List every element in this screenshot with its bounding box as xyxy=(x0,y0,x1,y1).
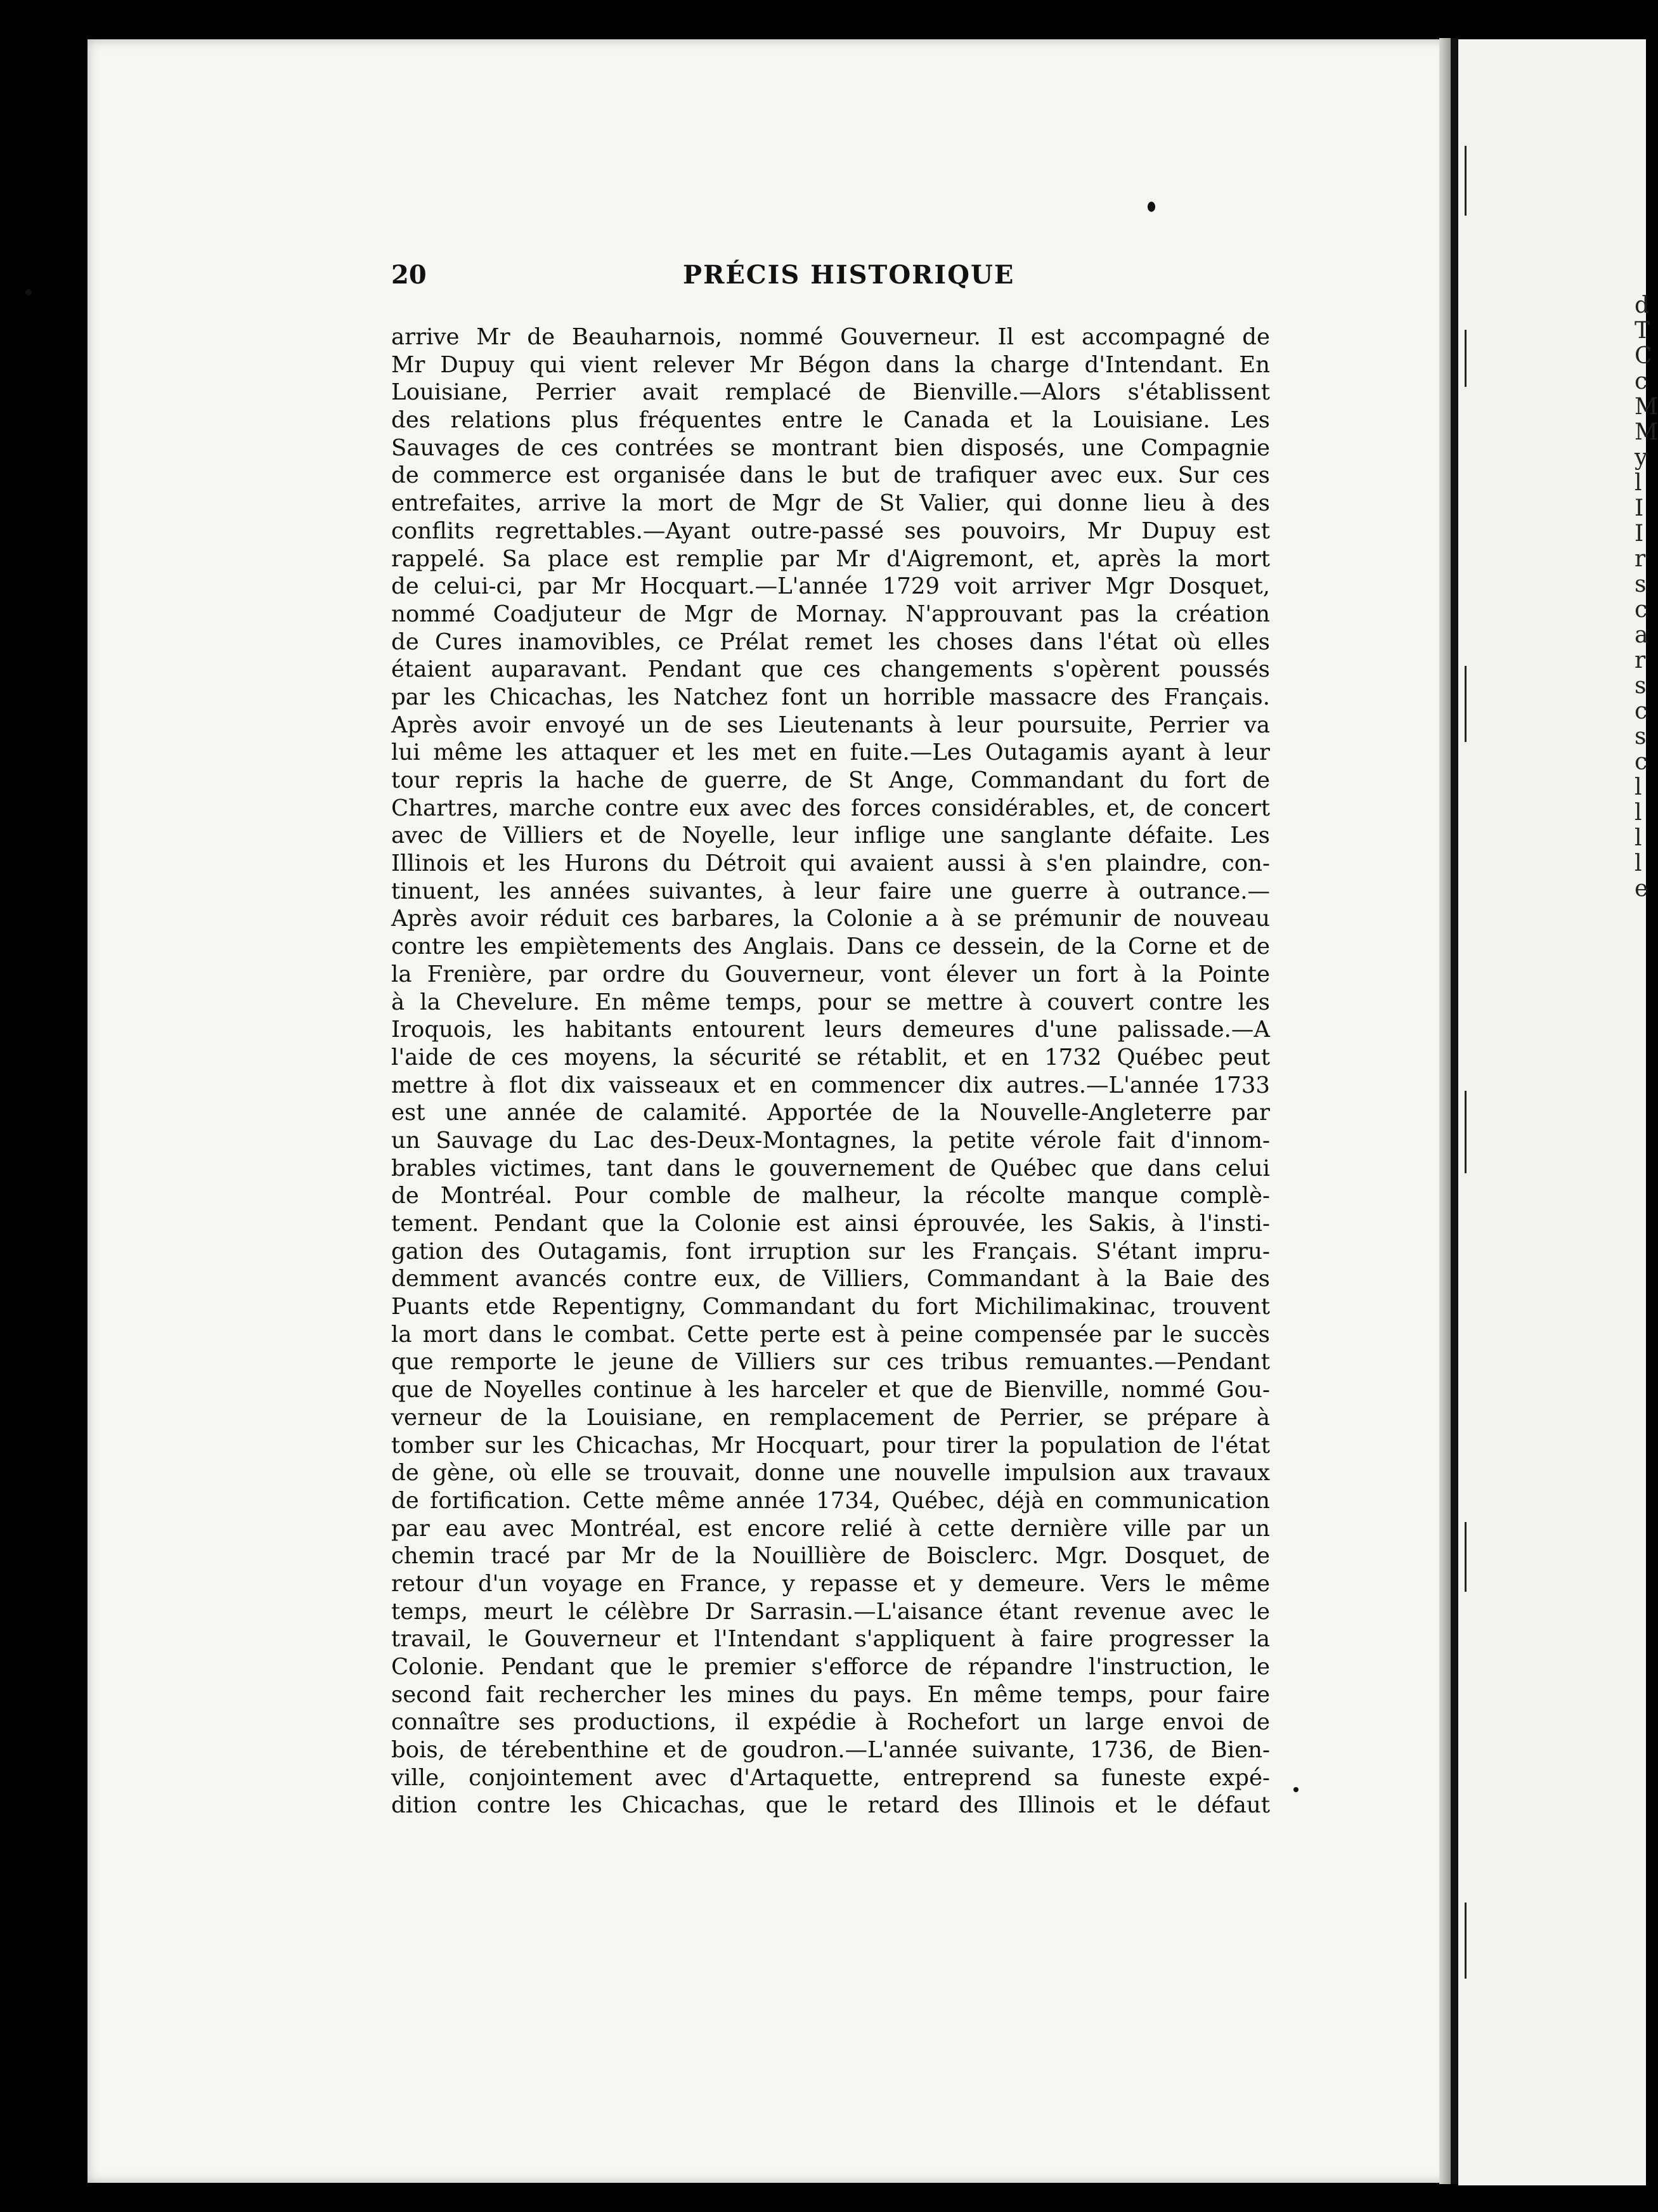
text-line: verneur de la Louisiane, en remplacement de Perrier, se prépare à xyxy=(391,1404,1270,1431)
right-page-fragment xyxy=(1458,39,1646,2185)
right-letter: M xyxy=(1635,419,1658,445)
text-line: brables victimes, tant dans le gouvernement de Québec que dans celui xyxy=(391,1155,1270,1181)
text-line: temps, meurt le célèbre Dr Sarrasin.—L'aisance étant revenue avec le xyxy=(391,1598,1270,1625)
text-line: gation des Outagamis, font irruption sur les Français. S'étant impru- xyxy=(391,1238,1270,1265)
right-letter: s xyxy=(1635,571,1647,597)
text-line: avec de Villiers et de Noyelle, leur inflige une sanglante défaite. Les xyxy=(391,823,1270,849)
right-letter: a xyxy=(1635,622,1648,648)
ink-speck xyxy=(1148,202,1155,212)
text-line: tement. Pendant que la Colonie est ainsi éprouvée, les Sakis, à l'insti- xyxy=(391,1211,1270,1237)
text-line: Chartres, marche contre eux avec des forces considérables, et, de concert xyxy=(391,795,1270,821)
text-line: Iroquois, les habitants entourent leurs demeures d'une palissade.—A xyxy=(391,1017,1270,1043)
text-line: de Cures inamovibles, ce Prélat remet les choses dans l'état où elles xyxy=(391,628,1270,655)
text-line: retour d'un voyage en France, y repasse et y demeure. Vers le même xyxy=(391,1570,1270,1597)
text-line: Après avoir envoyé un de ses Lieutenants à leur poursuite, Perrier va xyxy=(391,712,1270,738)
text-line: l'aide de ces moyens, la sécurité se rétablit, et en 1732 Québec peut xyxy=(391,1044,1270,1070)
text-line: arrive Mr de Beauharnois, nommé Gouverneur. Il est accompagné de xyxy=(391,324,1270,350)
text-line: de fortification. Cette même année 1734, Québec, déjà en communication xyxy=(391,1487,1270,1514)
text-line: la Frenière, par ordre du Gouverneur, vont élever un fort à la Pointe xyxy=(391,961,1270,987)
right-letter: l xyxy=(1635,825,1642,851)
right-letter: M xyxy=(1635,394,1658,420)
text-line: que de Noyelles continue à les harceler et que de Bienville, nommé Gou- xyxy=(391,1377,1270,1403)
right-letter: I xyxy=(1635,521,1644,547)
right-letter: d xyxy=(1635,292,1650,318)
text-line: que remporte le jeune de Villiers sur ces tribus remuantes.—Pendant xyxy=(391,1349,1270,1376)
right-letter: l xyxy=(1635,800,1642,826)
text-line: étaient auparavant. Pendant que ces changements s'opèrent poussés xyxy=(391,656,1270,683)
text-line: par eau avec Montréal, est encore relié à cette dernière ville par un xyxy=(391,1515,1270,1542)
text-line: bois, de térebenthine et de goudron.—L'année suivante, 1736, de Bien- xyxy=(391,1737,1270,1764)
binding-stitch xyxy=(1465,1522,1467,1592)
right-letter: e xyxy=(1635,876,1648,902)
page-heading: PRÉCIS HISTORIQUE xyxy=(683,260,1015,290)
text-line: de Montréal. Pour comble de malheur, la récolte manque complè- xyxy=(391,1183,1270,1209)
right-letter: c xyxy=(1635,698,1648,724)
right-letter: I xyxy=(1635,495,1644,521)
text-line: de celui-ci, par Mr Hocquart.—L'année 1729 voit arriver Mgr Dosquet, xyxy=(391,573,1270,600)
text-line: Mr Dupuy qui vient relever Mr Bégon dans la charge d'Intendant. En xyxy=(391,351,1270,378)
right-letter: C xyxy=(1635,343,1652,369)
text-line: la mort dans le combat. Cette perte est à peine compensée par le succès xyxy=(391,1321,1270,1348)
text-line: Après avoir réduit ces barbares, la Colonie a à se prémunir de nouveau xyxy=(391,906,1270,932)
right-letter: r xyxy=(1635,546,1646,572)
text-line: entrefaites, arrive la mort de Mgr de St Valier, qui donne lieu à des xyxy=(391,490,1270,517)
text-line: conflits regrettables.—Ayant outre-passé ses pouvoirs, Mr Dupuy est xyxy=(391,517,1270,544)
right-letter: l xyxy=(1635,470,1642,496)
binding-stitch xyxy=(1465,1903,1467,1979)
text-line: Sauvages de ces contrées se montrant bien disposés, une Compagnie xyxy=(391,434,1270,461)
left-page-edge xyxy=(1439,38,1451,2184)
text-line: lui même les attaquer et les met en fuite.—Les Outagamis ayant à leur xyxy=(391,739,1270,766)
text-line: tour repris la hache de guerre, de St Ange, Commandant du fort de xyxy=(391,767,1270,793)
right-page-letters xyxy=(1635,292,1658,902)
text-line: un Sauvage du Lac des-Deux-Montagnes, la petite vérole fait d'innom- xyxy=(391,1127,1270,1154)
text-line: second fait rechercher les mines du pays. En même temps, pour faire xyxy=(391,1681,1270,1708)
right-letter: r xyxy=(1635,647,1646,673)
right-letter: c xyxy=(1635,368,1648,394)
right-letter: T xyxy=(1635,318,1650,344)
text-line: travail, le Gouverneur et l'Intendant s'appliquent à faire progresser la xyxy=(391,1626,1270,1653)
text-line: demment avancés contre eux, de Villiers, Commandant à la Baie des xyxy=(391,1266,1270,1292)
right-letter: c xyxy=(1635,597,1648,623)
right-letter: c xyxy=(1635,749,1648,775)
running-head xyxy=(391,260,1292,298)
text-line: Colonie. Pendant que le premier s'efforce de répandre l'instruction, le xyxy=(391,1654,1270,1680)
text-line: de gène, où elle se trouvait, donne une nouvelle impulsion aux travaux xyxy=(391,1460,1270,1487)
binding-stitch xyxy=(1465,1091,1467,1173)
text-line: de commerce est organisée dans le but de trafiquer avec eux. Sur ces xyxy=(391,462,1270,489)
text-line: tinuent, les années suivantes, à leur faire une guerre à outrance.— xyxy=(391,878,1270,904)
text-line: Puants etde Repentigny, Commandant du fort Michilimakinac, trouvent xyxy=(391,1294,1270,1320)
right-letter: l xyxy=(1635,774,1642,800)
text-line: est une année de calamité. Apportée de la Nouvelle-Angleterre par xyxy=(391,1100,1270,1126)
body-text xyxy=(391,323,1270,1819)
text-line: mettre à flot dix vaisseaux et en commencer dix autres.—L'année 1733 xyxy=(391,1072,1270,1098)
text-line: dition contre les Chicachas, que le retard des Illinois et le défaut xyxy=(391,1792,1270,1819)
page-number: 20 xyxy=(391,260,427,290)
right-letter: y xyxy=(1635,445,1648,471)
right-letter: s xyxy=(1635,673,1647,699)
text-line: connaître ses productions, il expédie à Rochefort un large envoi de xyxy=(391,1709,1270,1736)
text-line: rappelé. Sa place est remplie par Mr d'Aigremont, et, après la mort xyxy=(391,545,1270,572)
book-gutter xyxy=(1451,38,1458,2184)
text-line: tomber sur les Chicachas, Mr Hocquart, pour tirer la population de l'état xyxy=(391,1432,1270,1459)
ink-speck xyxy=(25,289,32,296)
text-line: par les Chicachas, les Natchez font un horrible massacre des Français. xyxy=(391,684,1270,710)
binding-stitch xyxy=(1465,330,1467,387)
binding-stitch xyxy=(1465,666,1467,742)
text-line: contre les empiètements des Anglais. Dans ce dessein, de la Corne et de xyxy=(391,934,1270,960)
text-line: nommé Coadjuteur de Mgr de Mornay. N'approuvant pas la création xyxy=(391,601,1270,627)
text-line: ville, conjointement avec d'Artaquette, entreprend sa funeste expé- xyxy=(391,1764,1270,1791)
text-line: chemin tracé par Mr de la Nouillière de Boisclerc. Mgr. Dosquet, de xyxy=(391,1543,1270,1570)
text-line: Louisiane, Perrier avait remplacé de Bienville.—Alors s'établissent xyxy=(391,379,1270,406)
binding-stitch xyxy=(1465,146,1467,216)
right-letter: s xyxy=(1635,724,1647,750)
text-line: Illinois et les Hurons du Détroit qui avaient aussi à s'en plaindre, con- xyxy=(391,850,1270,877)
text-line: des relations plus fréquentes entre le Canada et la Louisiane. Les xyxy=(391,407,1270,434)
text-line: à la Chevelure. En même temps, pour se mettre à couvert contre les xyxy=(391,989,1270,1015)
right-letter: l xyxy=(1635,850,1642,876)
ink-speck xyxy=(1293,1787,1299,1792)
